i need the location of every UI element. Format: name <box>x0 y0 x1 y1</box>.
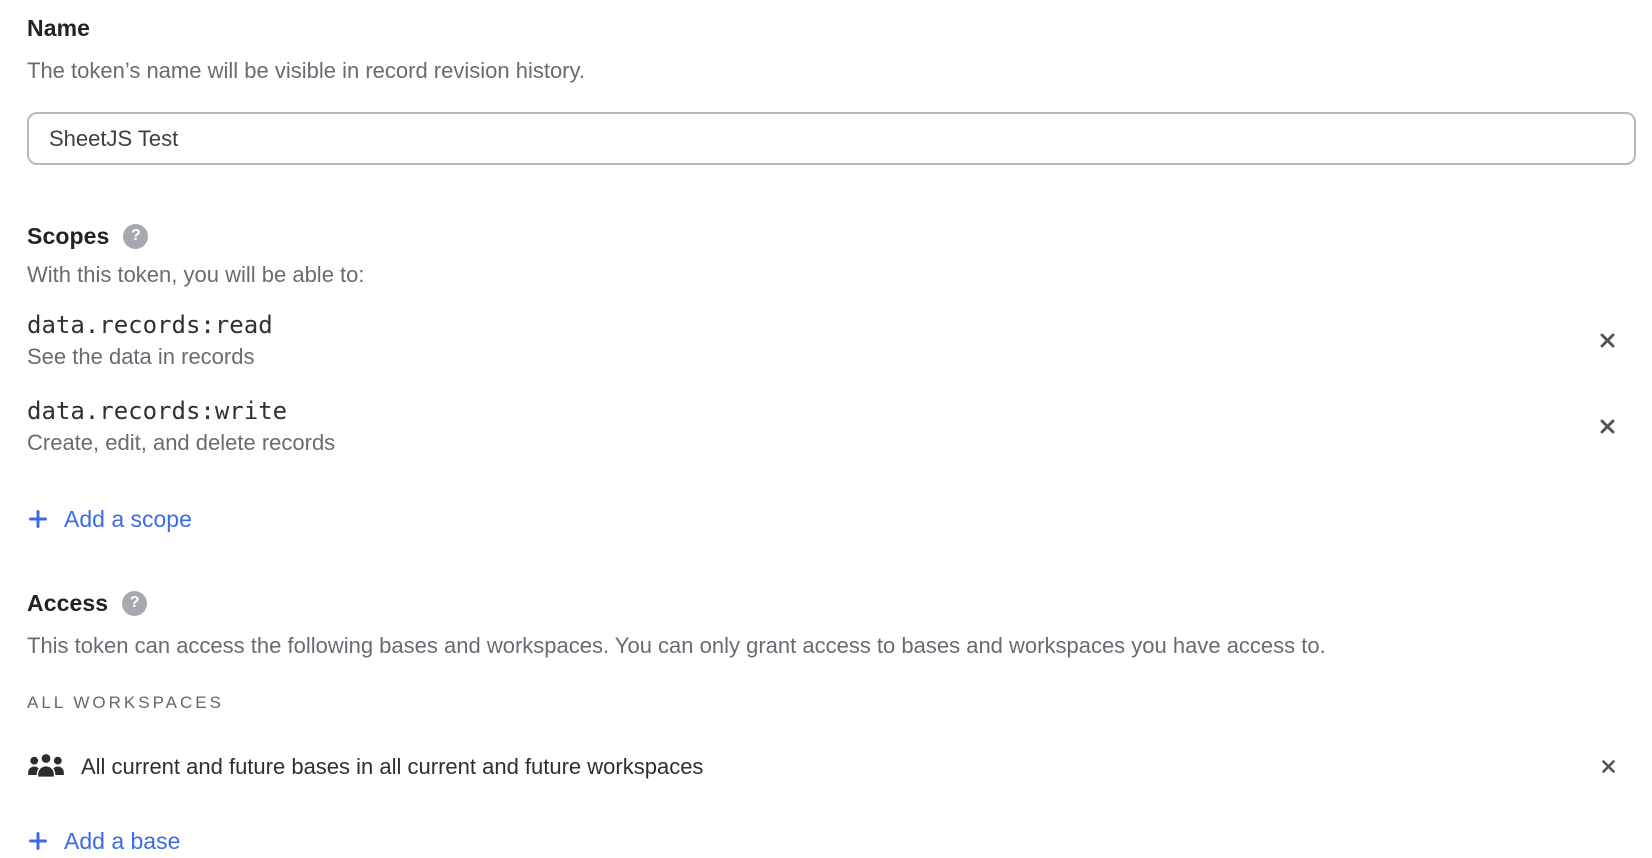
token-name-input[interactable] <box>27 112 1636 165</box>
question-mark-icon: ? <box>131 227 141 244</box>
remove-scope-button[interactable] <box>1595 414 1620 439</box>
scopes-help-icon[interactable] <box>123 224 148 249</box>
scopes-section-title: Scopes <box>27 223 110 249</box>
plus-icon <box>28 831 48 851</box>
scopes-heading-row <box>27 221 1636 251</box>
scope-description: Create, edit, and delete records <box>27 430 336 455</box>
x-close-icon <box>1599 332 1616 349</box>
x-close-icon <box>1599 418 1616 435</box>
add-scope-label: Add a scope <box>64 506 192 532</box>
access-entry-label: All current and future bases in all current and future workspaces <box>81 753 704 779</box>
name-section <box>27 13 1636 165</box>
scope-name: data.records:read <box>27 311 273 339</box>
scope-text <box>27 309 273 371</box>
name-section-title: Name <box>27 15 91 41</box>
x-close-icon <box>1601 759 1616 774</box>
plus-icon <box>28 509 48 529</box>
access-help-icon[interactable] <box>122 591 147 616</box>
question-mark-icon: ? <box>129 594 140 611</box>
scopes-section-description: With this token, you will be able to: <box>27 262 365 287</box>
access-section-description: This token can access the following bases and workspaces. You can only grant access to bases and workspaces you have access to. <box>27 633 1326 658</box>
access-row <box>27 750 1636 783</box>
access-section-title: Access <box>27 590 109 616</box>
remove-scope-button[interactable] <box>1595 328 1620 353</box>
access-heading-row <box>27 588 1636 618</box>
remove-access-button[interactable] <box>1597 755 1620 778</box>
scopes-section <box>27 221 1636 534</box>
workspace-group-label: ALL WORKSPACES <box>27 693 224 712</box>
access-section <box>27 588 1636 856</box>
people-group-icon <box>27 750 65 783</box>
scope-name: data.records:write <box>27 397 288 425</box>
add-base-label: Add a base <box>64 828 181 854</box>
add-scope-button[interactable] <box>28 505 192 533</box>
scope-text <box>27 395 335 457</box>
name-section-description: The token’s name will be visible in record revision history. <box>27 58 585 83</box>
scope-row <box>27 395 1636 457</box>
add-base-button[interactable] <box>28 827 180 855</box>
scope-row <box>27 309 1636 371</box>
scope-description: See the data in records <box>27 344 255 369</box>
